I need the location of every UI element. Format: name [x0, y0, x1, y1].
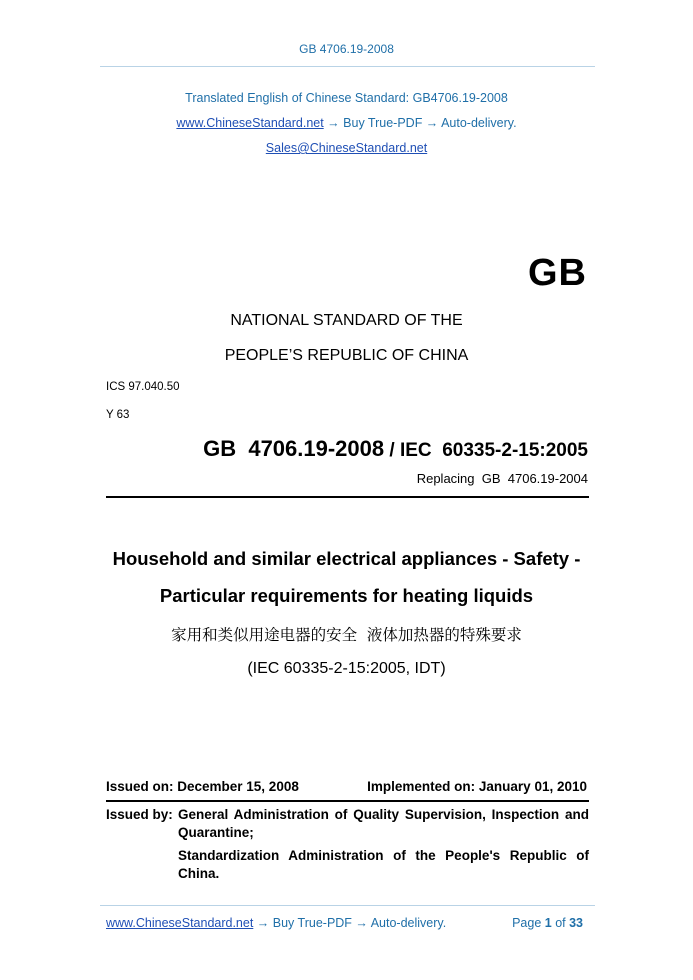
page-label: Page	[512, 916, 545, 930]
iec-number: IEC 60335-2-15:2005	[399, 440, 588, 461]
issuer-1-line-2: Quarantine;	[178, 825, 254, 840]
standard-number: GB 4706.19-2008	[203, 436, 385, 461]
issued-by-label: Issued by:	[106, 807, 173, 822]
title-iec: (IEC 60335-2-15:2005, IDT)	[247, 660, 446, 677]
title-line-2: Particular requirements for heating liquids	[159, 585, 534, 606]
issuer-1-line-1: General Administration of Quality Supervision, Inspection and	[178, 807, 589, 822]
replacing-note: Replacing GB 4706.19-2004	[416, 471, 588, 486]
title-chinese: 家用和类似用途电器的安全 液体加热器的特殊要求	[171, 626, 522, 644]
standard-number-line	[203, 436, 588, 462]
footer-promo-rest: → Buy True-PDF → Auto-delivery.	[253, 916, 447, 930]
issue-divider	[106, 800, 589, 802]
issuer-2	[178, 847, 589, 883]
page-of: of	[551, 916, 570, 930]
email-link[interactable]: Sales@ChineseStandard.net	[265, 141, 428, 155]
header-doc-code: GB 4706.19-2008	[299, 42, 394, 56]
ics-code: ICS 97.040.50	[106, 381, 180, 393]
promo-line-2-rest: → Buy True-PDF → Auto-delivery.	[323, 116, 517, 130]
y-code: Y 63	[106, 409, 130, 421]
implemented-on: Implemented on: January 01, 2010	[367, 779, 587, 794]
promo-line-2	[0, 116, 693, 130]
page-total: 33	[569, 916, 583, 930]
promo-line-1: Translated English of Chinese Standard: GB4706.19-2008	[185, 91, 508, 105]
gb-mark: GB	[528, 252, 587, 294]
site-link[interactable]: www.ChineseStandard.net	[176, 116, 324, 130]
footer-promo	[106, 916, 446, 930]
issuer-2-line-2: China.	[178, 866, 220, 881]
issuer-2-line-1: Standardization Administration of the People's Republic of	[178, 848, 589, 863]
title-line-1: Household and similar electrical appliances - Safety -	[112, 548, 581, 569]
page-indicator	[512, 916, 583, 930]
footer-site-link[interactable]: www.ChineseStandard.net	[106, 916, 254, 930]
footer-divider	[100, 905, 595, 906]
promo-line-3	[0, 141, 693, 155]
title-divider	[106, 496, 589, 498]
standard-separator: /	[384, 440, 400, 461]
national-standard-line-2: PEOPLE’S REPUBLIC OF CHINA	[224, 347, 469, 364]
issued-on: Issued on: December 15, 2008	[106, 779, 299, 794]
page-current: 1	[544, 916, 552, 930]
header-divider	[100, 66, 595, 67]
national-standard-line-1: NATIONAL STANDARD OF THE	[230, 312, 463, 329]
